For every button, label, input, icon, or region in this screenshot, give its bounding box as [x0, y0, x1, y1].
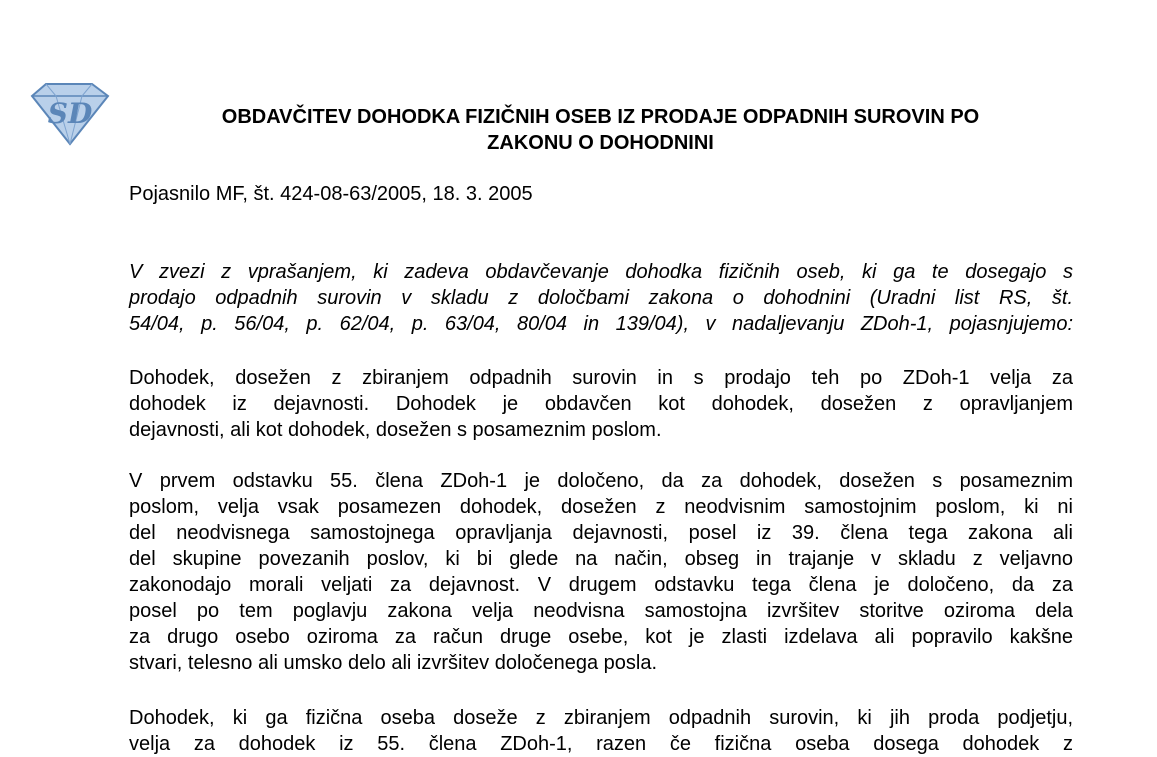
paragraph-line: V prvem odstavku 55. člena ZDoh-1 je določeno, da za dohodek, dosežen s posameznim: [129, 470, 1073, 492]
paragraph-line: za drugo osebo oziroma za račun druge osebe, kot je zlasti izdelava ali popravilo kakšne: [129, 626, 1073, 648]
paragraph-line: del skupine povezanih poslov, ki bi glede na način, obseg in trajanje v skladu z veljavno: [129, 548, 1073, 570]
intro-paragraph: [129, 259, 1073, 337]
sd-logo-icon: [26, 78, 112, 148]
body-paragraph: [129, 468, 1073, 676]
document-title: [128, 104, 1073, 156]
paragraph-line: Dohodek, ki ga fizična oseba doseže z zbiranjem odpadnih surovin, ki jih proda podjetju,: [129, 707, 1073, 729]
paragraph-line: zakonodajo morali veljati za dejavnost. V drugem odstavku tega člena je določeno, da za: [129, 574, 1073, 596]
paragraph-line: prodajo odpadnih surovin v skladu z določbami zakona o dohodnini (Uradni list RS, št.: [129, 287, 1073, 309]
paragraph-line: dohodek iz dejavnosti. Dohodek je obdavčen kot dohodek, dosežen z opravljanjem: [129, 393, 1073, 415]
document-reference: Pojasnilo MF, št. 424-08-63/2005, 18. 3. 2005: [129, 183, 533, 205]
paragraph-line: del neodvisnega samostojnega opravljanja dejavnosti, posel iz 39. člena tega zakona ali: [129, 522, 1073, 544]
body-paragraph: [129, 365, 1073, 443]
paragraph-line: velja za dohodek iz 55. člena ZDoh-1, razen če fizična oseba dosega dohodek z: [129, 733, 1073, 755]
paragraph-line: Dohodek, dosežen z zbiranjem odpadnih surovin in s prodajo teh po ZDoh-1 velja za: [129, 367, 1073, 389]
paragraph-line: poslom, velja vsak posamezen dohodek, dosežen z neodvisnim samostojnim poslom, ki ni: [129, 496, 1073, 518]
title-line: ZAKONU O DOHODNINI: [487, 132, 714, 154]
paragraph-line: dejavnosti, ali kot dohodek, dosežen s posameznim poslom.: [129, 419, 662, 441]
paragraph-line: V zvezi z vprašanjem, ki zadeva obdavčevanje dohodka fizičnih oseb, ki ga te dosegajo s: [129, 261, 1073, 283]
title-line: OBDAVČITEV DOHODKA FIZIČNIH OSEB IZ PRODAJE ODPADNIH SUROVIN PO: [221, 106, 980, 128]
paragraph-line: 54/04, p. 56/04, p. 62/04, p. 63/04, 80/04 in 139/04), v nadaljevanju ZDoh-1, pojasnjujemo:: [129, 313, 1073, 335]
body-paragraph: [129, 705, 1073, 757]
logo-text: SD: [47, 97, 93, 130]
paragraph-line: posel po tem poglavju zakona velja neodvisna samostojna izvršitev storitve oziroma dela: [129, 600, 1073, 622]
paragraph-line: stvari, telesno ali umsko delo ali izvršitev določenega posla.: [129, 652, 658, 674]
